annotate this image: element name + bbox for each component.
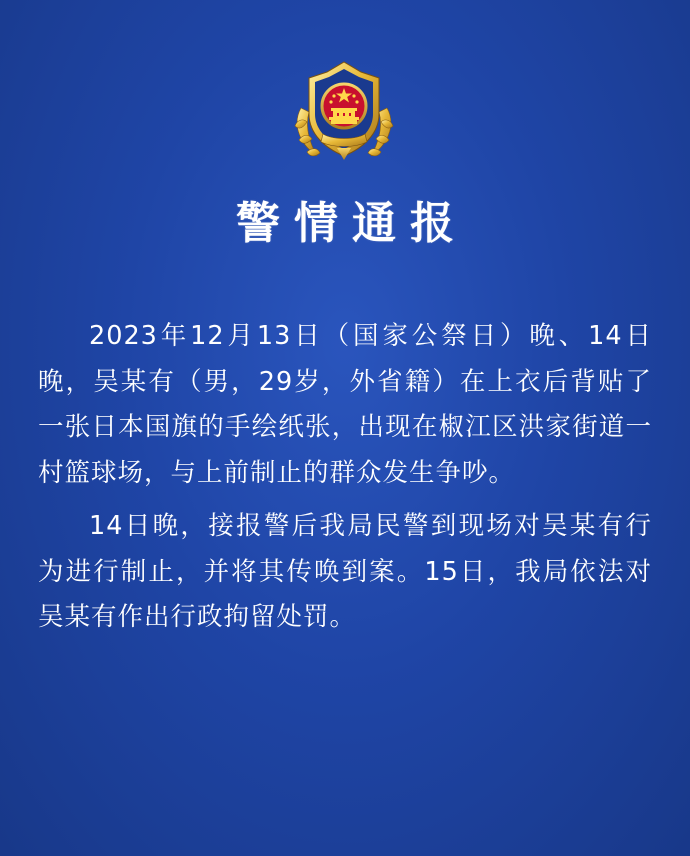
police-emblem-icon	[287, 56, 401, 170]
notice-body	[38, 314, 652, 649]
notice-title: 警情通报	[236, 198, 468, 249]
notice-paragraph: 2023年12月13日（国家公祭日）晚、14日晚，吴某有（男，29岁，外省籍）在上衣后背贴了一张日本国旗的手绘纸张，出现在椒江区洪家街道一村篮球场，与上前制止的群众发生争吵。	[38, 321, 652, 488]
notice-paragraph: 14日晚，接报警后我局民警到现场对吴某有行为进行制止，并将其传唤到案。15日，我局依法对吴某有作出行政拘留处罚。	[38, 511, 652, 632]
